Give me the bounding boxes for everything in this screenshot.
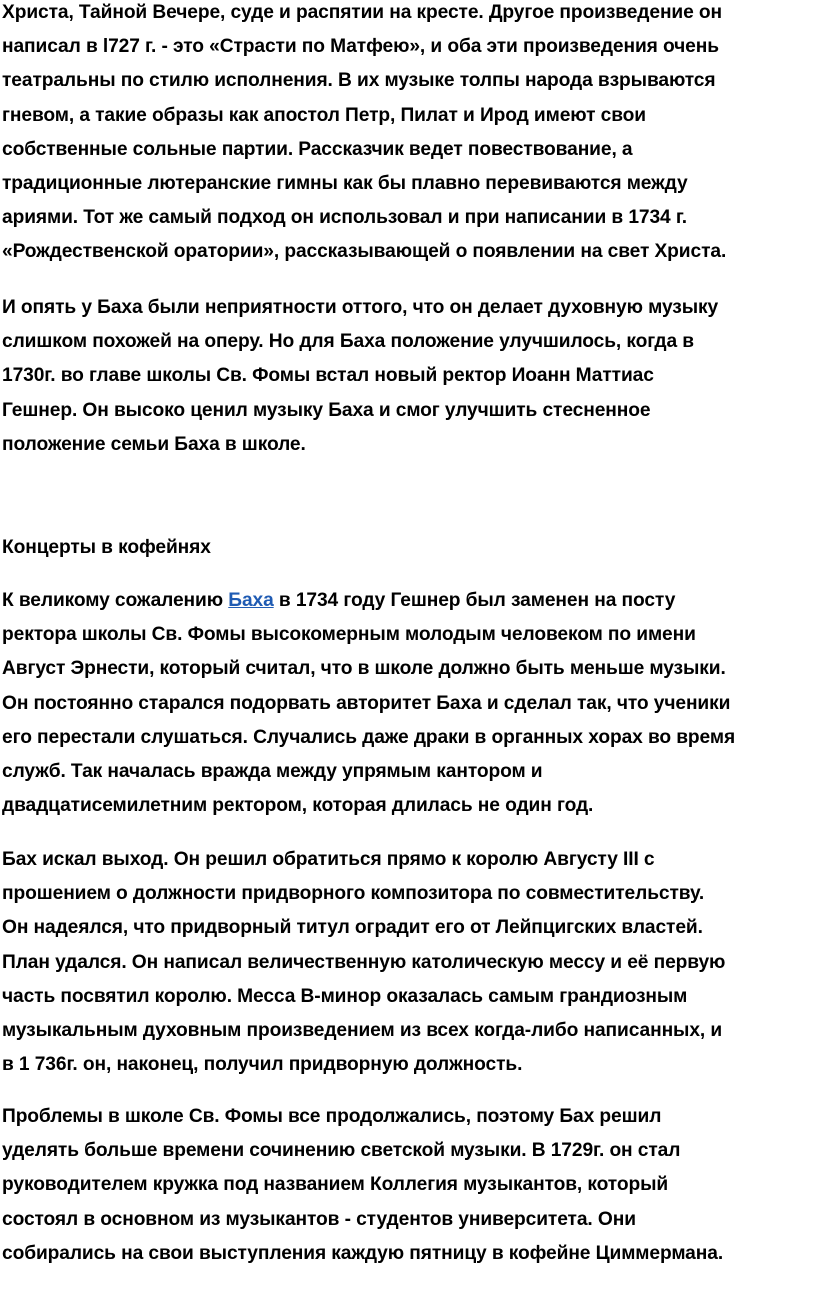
text-line: 1730г. во главе школы Св. Фомы встал новый ректор Иоанн Маттиас bbox=[2, 365, 654, 387]
text-line: его перестали слушаться. Случались даже драки в органных хорах во время bbox=[2, 726, 736, 748]
text-line: Август Эрнести, который считал, что в школе должно быть меньше музыки. bbox=[2, 658, 726, 680]
text-line: музыкальным духовным произведением из всех когда-либо написанных, и bbox=[2, 1020, 723, 1042]
text-line: Бах искал выход. Он решил обратиться прямо к королю Августу III с bbox=[2, 849, 655, 870]
section-heading: Концерты в кофейнях bbox=[2, 537, 211, 558]
text-line: И опять у Баха были неприятности оттого, что он делает духовную музыку bbox=[2, 297, 719, 318]
text-line: прошением о должности придворного композитора по совместительству. bbox=[2, 883, 705, 905]
paragraph-court-title bbox=[2, 843, 810, 1082]
text-line: служб. Так началась вражда между упрямым кантором и bbox=[2, 761, 543, 783]
text-fragment: К великому сожалению bbox=[2, 590, 229, 611]
text-line: часть посвятил королю. Месса B-минор оказалась самым грандиозным bbox=[2, 985, 688, 1007]
text-line: положение семьи Баха в школе. bbox=[2, 433, 306, 455]
text-line: собирались на свои выступления каждую пятницу в кофейне Циммермана. bbox=[2, 1242, 724, 1264]
text-line: Христа, Тайной Вечере, суде и распятии на кресте. Другое произведение он bbox=[2, 2, 723, 23]
text-line: состоял в основном из музыкантов - студентов университета. Они bbox=[2, 1208, 636, 1230]
bach-link[interactable]: Баха bbox=[228, 590, 274, 611]
text-line: уделять больше времени сочинению светской музыки. В 1729г. он стал bbox=[2, 1140, 681, 1162]
text-line: двадцатисемилетним ректором, которая длилась не один год. bbox=[2, 795, 594, 817]
text-fragment: в 1734 году Гешнер был заменен на посту bbox=[273, 590, 676, 611]
text-line: традиционные лютеранские гимны как бы плавно перевиваются между bbox=[2, 173, 688, 195]
text-line: «Рождественской оратории», рассказывающей о появлении на свет Христа. bbox=[2, 241, 727, 263]
text-line: Он постоянно старался подорвать авторитет Баха и сделал так, что ученики bbox=[2, 692, 731, 714]
text-line: в 1 736г. он, наконец, получил придворную должность. bbox=[2, 1054, 523, 1076]
paragraph-collegium bbox=[2, 1100, 810, 1271]
text-line: План удался. Он написал величественную католическую мессу и её первую bbox=[2, 951, 726, 973]
text-line: Он надеялся, что придворный титул оградит его от Лейпцигских властей. bbox=[2, 917, 703, 939]
paragraph-ernesti bbox=[2, 584, 810, 823]
text-line bbox=[2, 584, 810, 618]
text-line: руководителем кружка под названием Коллегия музыкантов, который bbox=[2, 1174, 669, 1196]
text-line: собственные сольные партии. Рассказчик ведет повествование, а bbox=[2, 138, 633, 160]
text-line: ректора школы Св. Фомы высокомерным молодым человеком по имени bbox=[2, 624, 696, 646]
text-line: Проблемы в школе Св. Фомы все продолжались, поэтому Бах решил bbox=[2, 1106, 662, 1127]
paragraph-passions bbox=[2, 0, 810, 270]
text-line: ариями. Тот же самый подход он использовал и при написании в 1734 г. bbox=[2, 207, 688, 229]
text-line: Гешнер. Он высоко ценил музыку Баха и смог улучшить стесненное bbox=[2, 399, 651, 421]
text-line: слишком похожей на оперу. Но для Баха положение улучшилось, когда в bbox=[2, 331, 694, 353]
text-line: гневом, а такие образы как апостол Петр, Пилат и Ирод имеют свои bbox=[2, 104, 646, 126]
text-line: написал в l727 г. - это «Страсти по Матфею», и оба эти произведения очень bbox=[2, 36, 719, 58]
paragraph-gesner bbox=[2, 291, 810, 462]
text-line: театральны по стилю исполнения. В их музыке толпы народа взрываются bbox=[2, 70, 716, 92]
